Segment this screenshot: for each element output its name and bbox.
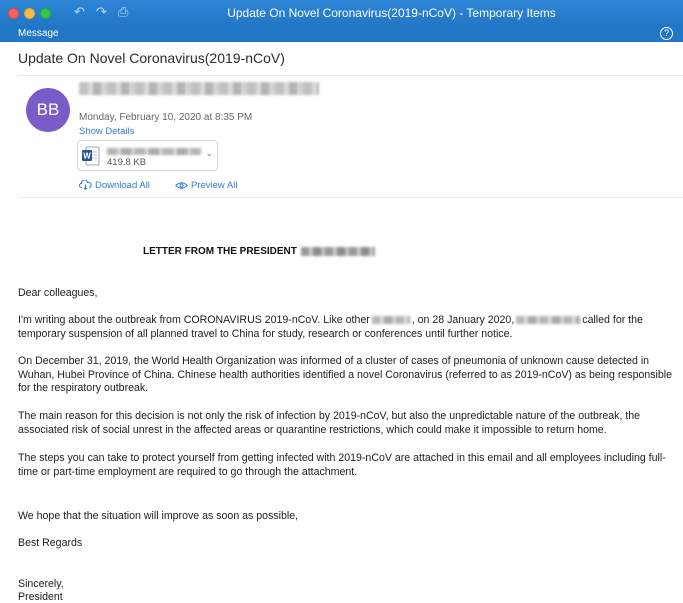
- paragraph-5: We hope that the situation will improve as soon as possible,: [18, 510, 299, 522]
- signature-line-2: President: [18, 591, 63, 603]
- download-all-label: Download All: [95, 180, 150, 191]
- redo-icon[interactable]: ↷: [96, 5, 107, 20]
- attachment-size: 419.8 KB: [107, 157, 147, 168]
- show-details-link[interactable]: Show Details: [79, 126, 135, 137]
- divider: [18, 75, 683, 76]
- avatar: BB: [26, 88, 70, 132]
- letter-heading-text: LETTER FROM THE PRESIDENT: [143, 246, 297, 257]
- paragraph-4: The steps you can take to protect yourself from getting infected with 2019-nCoV are attached in this email and all employees including full-time or part-time employment are required to go through the attachment.: [18, 452, 666, 478]
- window-title: Update On Novel Coronavirus(2019-nCoV) - Temporary Items: [227, 6, 556, 20]
- letter-heading: [143, 246, 375, 257]
- attachment-name-redacted: [107, 148, 201, 155]
- attachment-card[interactable]: [77, 140, 218, 171]
- word-document-icon: [82, 146, 100, 166]
- greeting: Dear colleagues,: [18, 287, 98, 299]
- svg-text:W: W: [83, 151, 91, 161]
- eye-icon: [175, 181, 188, 190]
- tab-message[interactable]: Message: [18, 28, 59, 39]
- paragraph-1: [18, 314, 678, 341]
- title-bar: [0, 0, 683, 26]
- signature-line-1: Sincerely,: [18, 578, 64, 590]
- print-icon[interactable]: ⎙: [118, 5, 129, 20]
- preview-all-link[interactable]: [175, 180, 237, 191]
- preview-all-label: Preview All: [191, 180, 238, 191]
- paragraph-1-part-b: , on 28 January 2020,: [411, 314, 515, 326]
- paragraph-3: The main reason for this decision is not only the risk of infection by 2019-nCoV, but also the unpredictable nature of the outbreak, the associated risk of social unrest in the affected areas or quarantine restrictions, which could make it impossible to return home.: [18, 410, 641, 436]
- sent-date: Monday, February 10, 2020 at 8:35 PM: [79, 112, 253, 123]
- closing: Best Regards: [18, 537, 83, 549]
- paragraph-2: On December 31, 2019, the World Health Organization was informed of a cluster of cases of pneumonia of unknown cause detected in Wuhan, Hubei Province of China. Chinese health authorities identified a novel Coronavirus (referred to as 2019-nCoV) as being responsible for the respiratory outbreak.: [18, 355, 673, 394]
- cloud-download-icon: [79, 180, 92, 190]
- undo-icon[interactable]: ↶: [74, 5, 85, 20]
- president-name-redacted: [301, 247, 375, 256]
- email-subject: Update On Novel Coronavirus(2019-nCoV): [18, 50, 285, 66]
- redacted-text: [372, 316, 410, 324]
- paragraph-1-part-c: called for the temporary suspension of all planned travel to China for study, research or conferences until further notice.: [18, 314, 643, 340]
- chevron-down-icon[interactable]: ⌄: [205, 149, 213, 159]
- ribbon: [0, 26, 683, 42]
- sender-redacted: [79, 82, 319, 95]
- help-icon[interactable]: ?: [660, 27, 673, 40]
- divider: [18, 197, 683, 198]
- redacted-text: [516, 316, 580, 324]
- download-all-link[interactable]: [79, 180, 150, 191]
- paragraph-1-part-a: I'm writing about the outbreak from CORONAVIRUS 2019-nCoV. Like other: [18, 314, 370, 326]
